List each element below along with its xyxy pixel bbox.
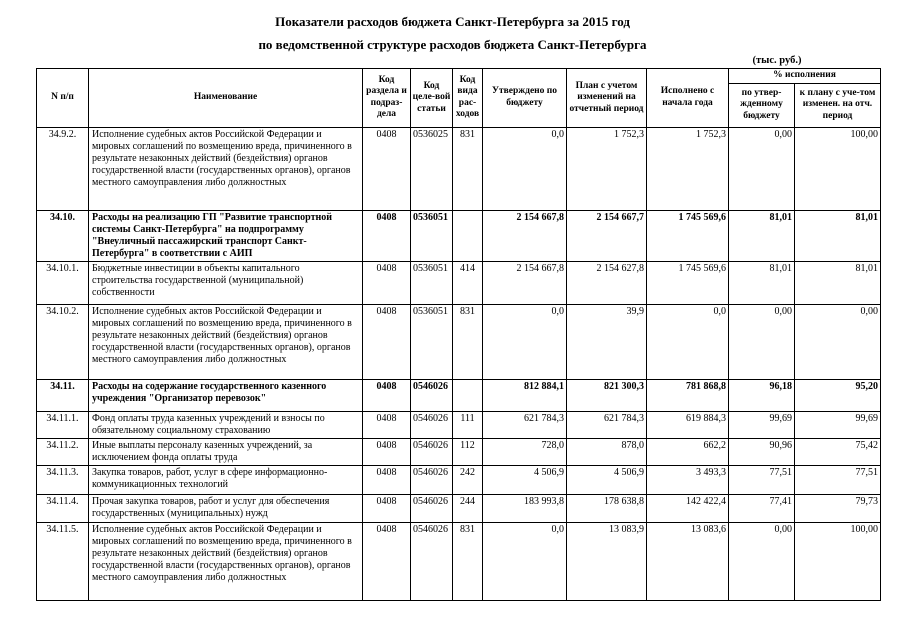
row-approved: 728,0 — [483, 438, 567, 465]
row-approved: 0,0 — [483, 522, 567, 600]
table-row — [37, 261, 881, 304]
row-section-code: 0408 — [363, 261, 411, 304]
row-section-code: 0408 — [363, 304, 411, 379]
row-section-code: 0408 — [363, 127, 411, 210]
row-number: 34.11.1. — [37, 411, 89, 438]
row-target-code: 0546026 — [411, 522, 453, 600]
row-number: 34.11.4. — [37, 494, 89, 522]
row-pct-budget: 90,96 — [729, 438, 795, 465]
row-executed: 781 868,8 — [647, 379, 729, 411]
table-row — [37, 438, 881, 465]
table-row — [37, 304, 881, 379]
row-approved: 0,0 — [483, 127, 567, 210]
table-row — [37, 379, 881, 411]
table-row — [37, 465, 881, 494]
row-approved: 2 154 667,8 — [483, 210, 567, 261]
row-type-code: 414 — [453, 261, 483, 304]
row-executed: 1 752,3 — [647, 127, 729, 210]
row-pct-budget: 99,69 — [729, 411, 795, 438]
table-row — [37, 210, 881, 261]
row-name: Расходы на реализацию ГП "Развитие транспортной системы Санкт-Петербурга" на подпрограмму "Внеуличный пассажирский транспорт Санкт-Петербурга" в соответствии с АИП — [89, 210, 363, 261]
row-target-code: 0546026 — [411, 465, 453, 494]
row-number: 34.11.2. — [37, 438, 89, 465]
row-approved: 2 154 667,8 — [483, 261, 567, 304]
table-body — [37, 127, 881, 600]
row-plan: 178 638,8 — [567, 494, 647, 522]
row-approved: 812 884,1 — [483, 379, 567, 411]
row-plan: 2 154 627,8 — [567, 261, 647, 304]
header-executed: Исполнено с начала года — [647, 69, 729, 128]
row-section-code: 0408 — [363, 522, 411, 600]
row-approved: 4 506,9 — [483, 465, 567, 494]
row-pct-plan: 81,01 — [795, 261, 881, 304]
row-plan: 621 784,3 — [567, 411, 647, 438]
row-name: Исполнение судебных актов Российской Федерации и мировых соглашений по возмещению вреда, причиненного в результате незаконных действий (бездействия) органов государственной власти (государственных органов), органов местного самоуправления либо должностных — [89, 304, 363, 379]
row-number: 34.10.1. — [37, 261, 89, 304]
row-target-code: 0536025 — [411, 127, 453, 210]
row-target-code: 0546026 — [411, 438, 453, 465]
row-name: Расходы на содержание государственного казенного учреждения "Организатор перевозок" — [89, 379, 363, 411]
row-pct-plan: 99,69 — [795, 411, 881, 438]
row-executed: 3 493,3 — [647, 465, 729, 494]
header-target-code: Код целе-вой статьи — [411, 69, 453, 128]
row-pct-budget: 0,00 — [729, 127, 795, 210]
row-pct-plan: 79,73 — [795, 494, 881, 522]
row-number: 34.10. — [37, 210, 89, 261]
row-executed: 13 083,6 — [647, 522, 729, 600]
row-executed: 142 422,4 — [647, 494, 729, 522]
header-plan: План с учетом изменений на отчетный период — [567, 69, 647, 128]
row-pct-plan: 75,42 — [795, 438, 881, 465]
row-type-code — [453, 210, 483, 261]
row-name: Бюджетные инвестиции в объекты капитального строительства государственной (муниципальной) собственности — [89, 261, 363, 304]
row-target-code: 0546026 — [411, 379, 453, 411]
row-plan: 2 154 667,7 — [567, 210, 647, 261]
row-section-code: 0408 — [363, 411, 411, 438]
row-pct-plan: 100,00 — [795, 522, 881, 600]
row-plan: 1 752,3 — [567, 127, 647, 210]
header-percent: % исполнения — [729, 69, 881, 84]
row-pct-budget: 77,51 — [729, 465, 795, 494]
row-number: 34.11. — [37, 379, 89, 411]
row-section-code: 0408 — [363, 465, 411, 494]
row-plan: 13 083,9 — [567, 522, 647, 600]
row-type-code: 831 — [453, 522, 483, 600]
row-executed: 619 884,3 — [647, 411, 729, 438]
row-pct-plan: 0,00 — [795, 304, 881, 379]
row-target-code: 0536051 — [411, 210, 453, 261]
row-section-code: 0408 — [363, 494, 411, 522]
table-row — [37, 494, 881, 522]
row-name: Исполнение судебных актов Российской Федерации и мировых соглашений по возмещению вреда, причиненного в результате незаконных действий (бездействия) органов государственной власти (государственных органов), органов местного самоуправления либо должностных — [89, 127, 363, 210]
row-number: 34.9.2. — [37, 127, 89, 210]
row-plan: 878,0 — [567, 438, 647, 465]
row-name: Прочая закупка товаров, работ и услуг для обеспечения государственных (муниципальных) нужд — [89, 494, 363, 522]
header-name: Наименование — [89, 69, 363, 128]
row-pct-plan: 77,51 — [795, 465, 881, 494]
report-subtitle: по ведомственной структуре расходов бюджета Санкт-Петербурга — [258, 37, 647, 52]
row-pct-budget: 96,18 — [729, 379, 795, 411]
row-pct-budget: 81,01 — [729, 261, 795, 304]
expenditure-table — [36, 68, 881, 601]
row-name: Фонд оплаты труда казенных учреждений и взносы по обязательному социальному страхованию — [89, 411, 363, 438]
row-type-code: 831 — [453, 127, 483, 210]
row-target-code: 0546026 — [411, 411, 453, 438]
header-pct-plan: к плану с уче-том изменен. на отч. период — [795, 83, 881, 127]
header-pct-budget: по утвер-жденному бюджету — [729, 83, 795, 127]
row-target-code: 0536051 — [411, 261, 453, 304]
row-type-code — [453, 379, 483, 411]
row-type-code: 242 — [453, 465, 483, 494]
row-number: 34.10.2. — [37, 304, 89, 379]
row-target-code: 0546026 — [411, 494, 453, 522]
row-executed: 1 745 569,6 — [647, 210, 729, 261]
report-title: Показатели расходов бюджета Санкт-Петербурга за 2015 год — [275, 14, 630, 29]
row-number: 34.11.3. — [37, 465, 89, 494]
row-pct-budget: 0,00 — [729, 304, 795, 379]
row-approved: 621 784,3 — [483, 411, 567, 438]
row-pct-budget: 0,00 — [729, 522, 795, 600]
row-executed: 0,0 — [647, 304, 729, 379]
header-num: N п/п — [37, 69, 89, 128]
row-type-code: 831 — [453, 304, 483, 379]
row-number: 34.11.5. — [37, 522, 89, 600]
row-plan: 821 300,3 — [567, 379, 647, 411]
row-section-code: 0408 — [363, 210, 411, 261]
row-executed: 1 745 569,6 — [647, 261, 729, 304]
header-section-code: Код раздела и подраз-дела — [363, 69, 411, 128]
row-name: Исполнение судебных актов Российской Федерации и мировых соглашений по возмещению вреда, причиненного в результате незаконных действий (бездействия) органов государственной власти (государственных органов), органов местного самоуправления либо должностных — [89, 522, 363, 600]
row-pct-plan: 81,01 — [795, 210, 881, 261]
table-row — [37, 522, 881, 600]
row-plan: 39,9 — [567, 304, 647, 379]
row-type-code: 112 — [453, 438, 483, 465]
row-plan: 4 506,9 — [567, 465, 647, 494]
row-pct-budget: 81,01 — [729, 210, 795, 261]
row-target-code: 0536051 — [411, 304, 453, 379]
row-approved: 0,0 — [483, 304, 567, 379]
row-pct-plan: 95,20 — [795, 379, 881, 411]
units-label: (тыс. руб.) — [752, 55, 802, 66]
row-pct-plan: 100,00 — [795, 127, 881, 210]
row-type-code: 111 — [453, 411, 483, 438]
row-name: Иные выплаты персоналу казенных учреждений, за исключением фонда оплаты труда — [89, 438, 363, 465]
row-executed: 662,2 — [647, 438, 729, 465]
row-pct-budget: 77,41 — [729, 494, 795, 522]
header-type-code: Код вида рас-ходов — [453, 69, 483, 128]
row-section-code: 0408 — [363, 438, 411, 465]
header-approved: Утверждено по бюджету — [483, 69, 567, 128]
row-type-code: 244 — [453, 494, 483, 522]
row-section-code: 0408 — [363, 379, 411, 411]
table-row — [37, 411, 881, 438]
row-name: Закупка товаров, работ, услуг в сфере информационно-коммуникационных технологий — [89, 465, 363, 494]
row-approved: 183 993,8 — [483, 494, 567, 522]
table-row — [37, 127, 881, 210]
